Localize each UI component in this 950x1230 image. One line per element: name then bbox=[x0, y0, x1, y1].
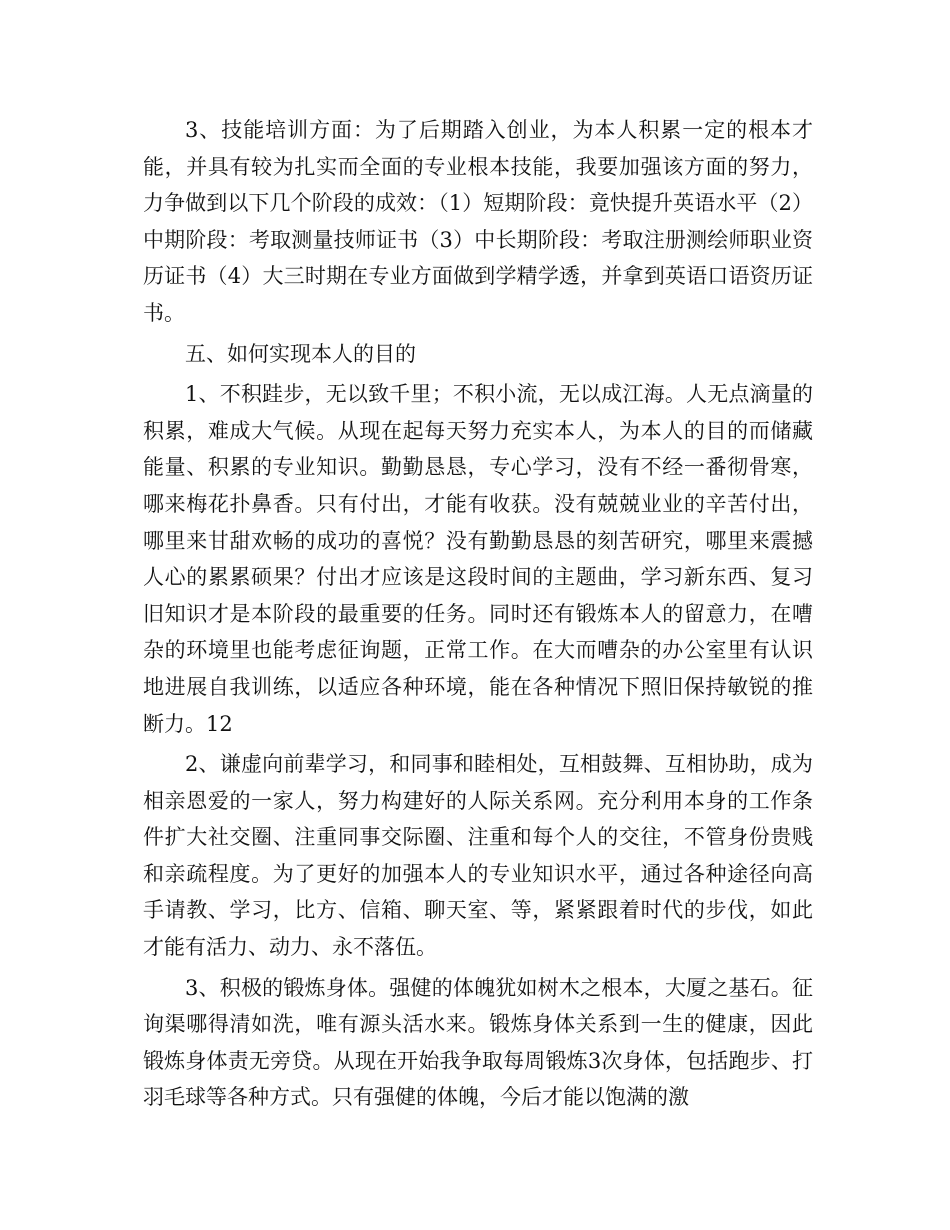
document-body bbox=[143, 112, 813, 1120]
paragraph-step-2: 2、谦虚向前辈学习，和同事和睦相处，互相鼓舞、互相协助，成为相亲恩爱的一家人，努力构建好的人际关系网。充分利用本身的工作条件扩大社交圈、注重同事交际圈、注重和每个人的交往，不管身份贵贱和亲疏程度。为了更好的加强本人的专业知识水平，通过各种途径向高手请教、学习，比方、信箱、聊天室、等，紧紧跟着时代的步伐，如此才能有活力、动力、永不落伍。 bbox=[143, 752, 813, 960]
paragraph-step-3: 3、积极的锻炼身体。强健的体魄犹如树木之根本，大厦之基石。征询渠哪得清如洗，唯有源头活水来。锻炼身体关系到一生的健康，因此锻炼身体责无旁贷。从现在开始我争取每周锻炼3次身体，包括跑步、打羽毛球等各种方式。只有强健的体魄，今后才能以饱满的激 bbox=[143, 975, 813, 1110]
paragraph-skill-training: 3、技能培训方面：为了后期踏入创业，为本人积累一定的根本才能，并具有较为扎实而全面的专业根本技能，我要加强该方面的努力，力争做到以下几个阶段的成效：（1）短期阶段：竟快提升英语水平（2）中期阶段：考取测量技师证书（3）中长期阶段：考取注册测绘师职业资历证书（4）大三时期在专业方面做到学精学透，并拿到英语口语资历证书。 bbox=[143, 118, 813, 325]
section-heading-how-to-achieve-goals: 五、如何实现本人的目的 bbox=[185, 341, 416, 366]
paragraph-step-1: 1、不积跬步，无以致千里；不积小流，无以成江海。人无点滴量的积累，难成大气候。从现在起每天努力充实本人，为本人的目的而储藏能量、积累的专业知识。勤勤恳恳，专心学习，没有不经一番彻骨寒，哪来梅花扑鼻香。只有付出，才能有收获。没有兢兢业业的辛苦付出，哪里来甘甜欢畅的成功的喜悦？没有勤勤恳恳的刻苦研究，哪里来震撼人心的累累硕果？付出才应该是这段时间的主题曲，学习新东西、复习旧知识才是本阶段的最重要的任务。同时还有锻炼本人的留意力，在嘈杂的环境里也能考虑征询题，正常工作。在大而嘈杂的办公室里有认识地进展自我训练，以适应各种环境，能在各种情况下照旧保持敏锐的推断力。12 bbox=[143, 382, 813, 736]
